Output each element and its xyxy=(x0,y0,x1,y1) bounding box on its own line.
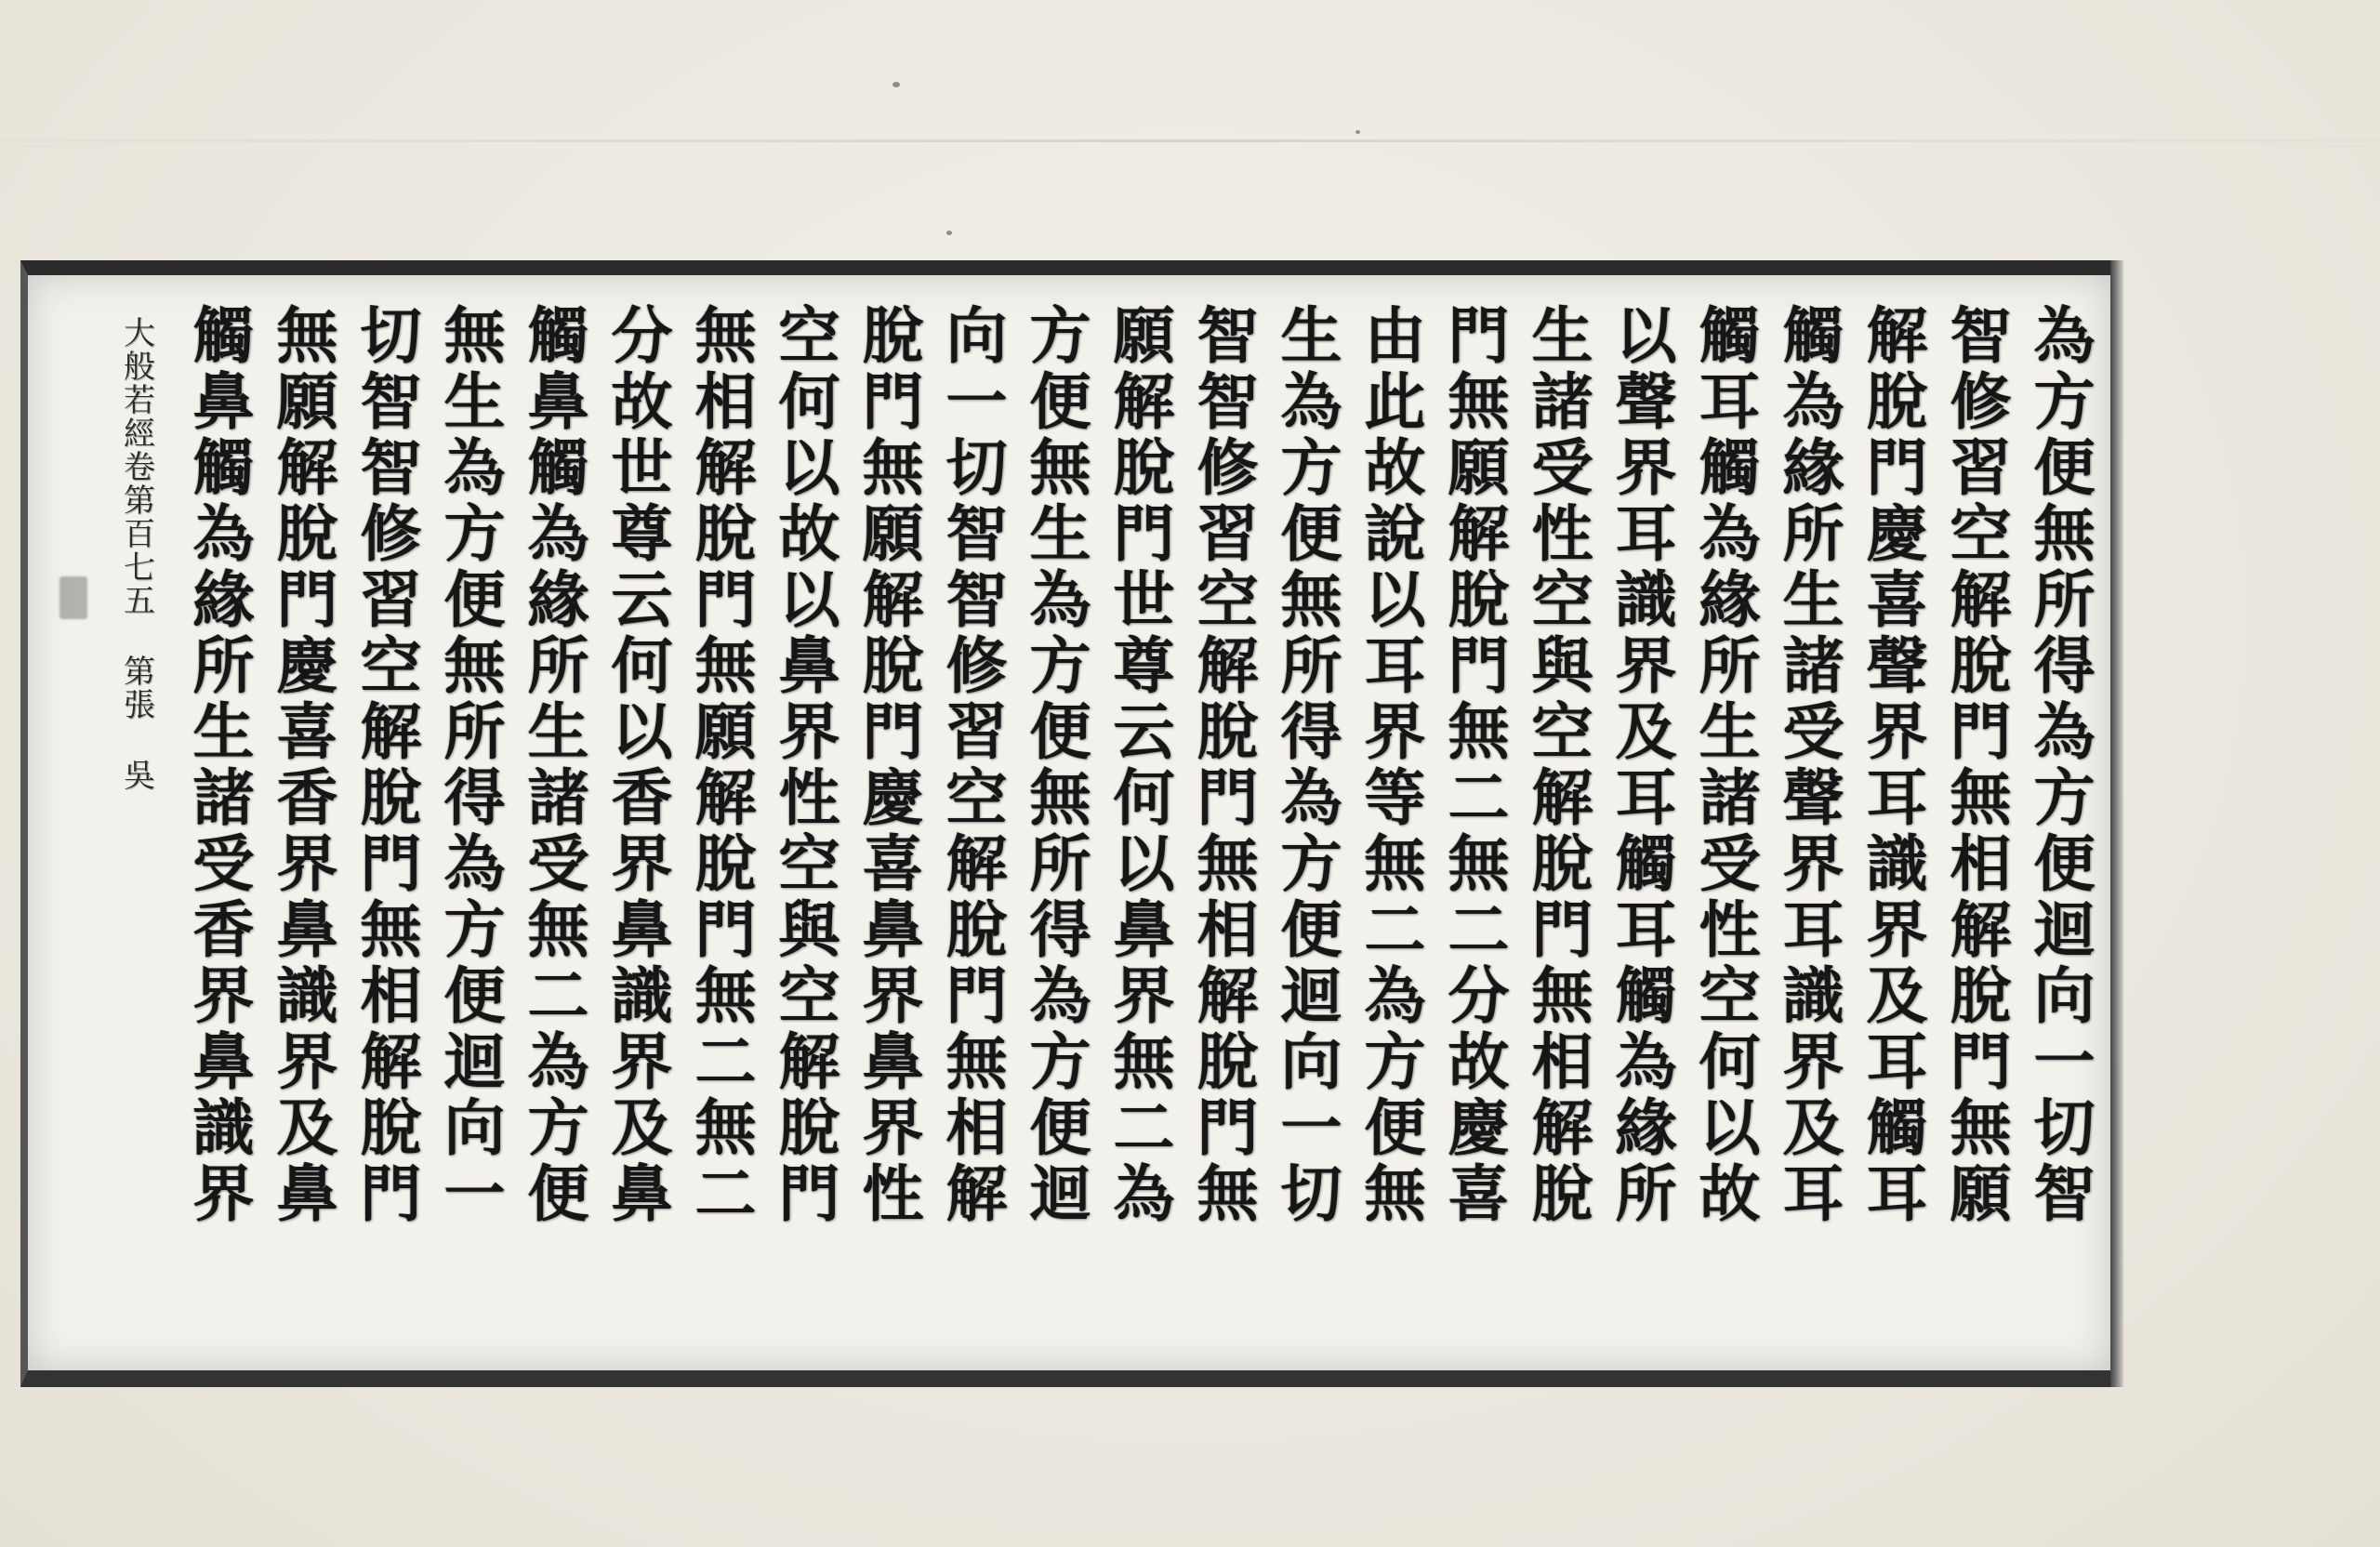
column-text: 分故世尊云何以香界鼻識界及鼻 xyxy=(601,303,673,1227)
column-text: 由此故說以耳界等無二為方便無 xyxy=(1354,303,1426,1227)
text-column xyxy=(1181,303,1264,1370)
column-text: 生為方便無所得為方便迴向一切 xyxy=(1270,303,1342,1227)
text-column xyxy=(1850,303,1934,1370)
scripture-text xyxy=(177,275,2110,1370)
column-text: 空何以故以鼻界性空與空解脫門 xyxy=(768,303,840,1227)
ink-smudge xyxy=(946,231,952,235)
text-column xyxy=(1766,303,1850,1370)
column-text: 方便無生為方便無所得為方便迴 xyxy=(1019,303,1091,1227)
text-column xyxy=(177,303,260,1370)
column-text: 生諸受性空與空解脫門無相解脫 xyxy=(1521,303,1593,1227)
column-text: 解脫門慶喜聲界耳識界及耳觸耳 xyxy=(1856,303,1928,1227)
fold-line xyxy=(0,139,2380,142)
column-text: 切智智修習空解脫門無相解脫門 xyxy=(350,303,422,1227)
text-column xyxy=(428,303,511,1370)
marginal-notation xyxy=(104,316,169,1060)
text-column xyxy=(2017,303,2101,1370)
column-text: 為方便無所得為方便迴向一切智 xyxy=(2023,303,2096,1227)
text-column xyxy=(1264,303,1348,1370)
column-text: 無相解脫門無願解脫門無二無二 xyxy=(684,303,757,1227)
sheet-number: 第張 xyxy=(117,654,155,721)
text-column xyxy=(1683,303,1766,1370)
column-text: 觸鼻觸為緣所生諸受無二為方便 xyxy=(517,303,589,1227)
column-text: 觸鼻觸為緣所生諸受香界鼻識界 xyxy=(182,303,255,1227)
text-column xyxy=(762,303,846,1370)
text-column xyxy=(1934,303,2017,1370)
text-column xyxy=(1432,303,1515,1370)
column-text: 智智修習空解脫門無相解脫門無 xyxy=(1186,303,1259,1227)
text-column xyxy=(846,303,930,1370)
column-text: 無願解脫門慶喜香界鼻識界及鼻 xyxy=(266,303,338,1227)
column-text: 門無願解脫門無二無二分故慶喜 xyxy=(1437,303,1510,1227)
text-column xyxy=(1515,303,1599,1370)
text-column xyxy=(930,303,1013,1370)
text-column xyxy=(1013,303,1097,1370)
text-column xyxy=(511,303,595,1370)
text-column xyxy=(1348,303,1432,1370)
carver-name: 吳 xyxy=(117,759,155,792)
text-column xyxy=(260,303,344,1370)
ownership-seal xyxy=(60,576,87,619)
column-text: 願解脫門世尊云何以鼻界無二為 xyxy=(1103,303,1175,1227)
column-text: 脫門無願解脫門慶喜鼻界鼻界性 xyxy=(852,303,924,1227)
column-text: 觸為緣所生諸受聲界耳識界及耳 xyxy=(1772,303,1844,1227)
column-text: 向一切智智修習空解脫門無相解 xyxy=(935,303,1008,1227)
column-text: 觸耳觸為緣所生諸受性空何以故 xyxy=(1688,303,1761,1227)
text-column xyxy=(1599,303,1683,1370)
woodblock-print xyxy=(20,260,2110,1387)
column-text: 無生為方便無所得為方便迴向一 xyxy=(433,303,506,1227)
text-column xyxy=(679,303,762,1370)
ink-smudge xyxy=(892,82,900,87)
text-column xyxy=(344,303,428,1370)
sutra-title: 大般若經卷第百七五 xyxy=(117,316,155,617)
text-column xyxy=(1097,303,1181,1370)
column-text: 智修習空解脫門無相解脫門無願 xyxy=(1939,303,2012,1227)
column-text: 以聲界耳識界及耳觸耳觸為緣所 xyxy=(1605,303,1677,1227)
ink-smudge xyxy=(1355,130,1360,134)
text-column xyxy=(595,303,679,1370)
